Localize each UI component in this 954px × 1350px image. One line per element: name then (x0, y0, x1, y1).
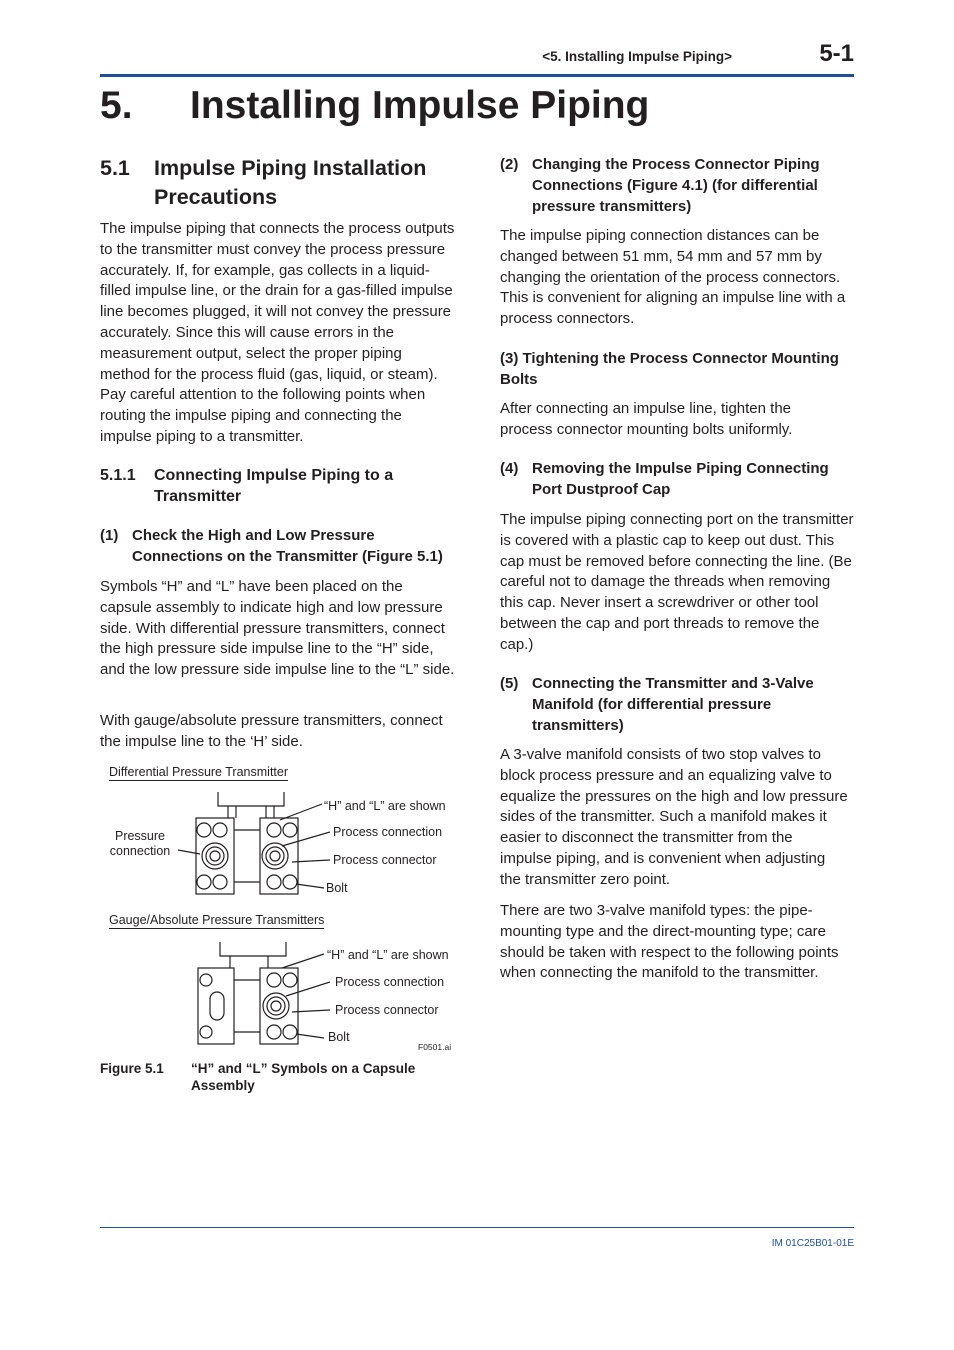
figure-pressure-connection-label: Pressure connection (109, 829, 171, 858)
figure-process-connector-label: Process connector (333, 853, 437, 867)
chapter-title (100, 84, 649, 128)
figure-bolt-label: Bolt (326, 881, 348, 895)
item-number: (2) (500, 156, 519, 173)
subsection-title: Connecting Impulse Piping to a Transmitter (154, 467, 394, 505)
item-paragraph: Symbols “H” and “L” have been placed on the capsule assembly to indicate high and low pressure side. With differential pressure transmitters, connect the high pressure side impulse line to the “H” side, and the low pressure side impulse line to the “L” side. (100, 578, 455, 679)
item-heading-2 (500, 155, 845, 217)
item-title: Check the High and Low Pressure Connections on the Transmitter (Figure 5.1) (132, 527, 443, 565)
document-id: IM 01C25B01-01E (771, 1238, 854, 1249)
chapter-title-text: Installing Impulse Piping (190, 84, 650, 127)
section-heading (100, 154, 460, 212)
figure-file-code: F0501.ai (418, 1042, 452, 1052)
footer-rule (100, 1227, 854, 1228)
gauge-capsule-diagram (190, 940, 330, 1046)
item-paragraph: There are two 3-valve manifold types: the pipe-mounting type and the direct-mounting type; care should be taken with respect to the following points when connecting the manifold to the transmitter. (500, 902, 839, 982)
item-heading-4 (500, 459, 850, 501)
item-title: Connecting the Transmitter and 3-Valve Manifold (for differential pressure transmitters) (532, 675, 814, 734)
intro-paragraph: The impulse piping that connects the process outputs to the transmitter must convey the process pressure accurately. If, for example, gas collects in a liquid-filled impulse line, or the drain for a gas-filled impulse line becomes plugged, it will not convey the pressure accurately. Since this will cause errors in the measurement output, select the proper piping method for the process fluid (gas, liquid, or steam). Pay careful attention to the following points when routing the impulse piping and connecting the impulse piping to a transmitter. (100, 220, 455, 445)
subsection-heading (100, 465, 450, 507)
item-number: (1) (100, 527, 119, 544)
figure-bolt-label-2: Bolt (328, 1030, 350, 1044)
item-heading-5 (500, 674, 840, 736)
section-number: 5.1 (100, 156, 130, 180)
figure-process-connection-label: Process connection (333, 825, 443, 839)
item-number: (4) (500, 460, 519, 477)
item-number: (3) (500, 350, 519, 367)
item-paragraph: After connecting an impulse line, tighten the process connector mounting bolts uniformly. (500, 400, 793, 438)
chapter-number: 5. (100, 84, 133, 127)
figure-caption-number: Figure 5.1 (100, 1061, 164, 1076)
header-rule (100, 74, 854, 77)
figure-hl-label-2: “H” and “L” are shown (327, 948, 449, 962)
item-heading-3 (500, 349, 856, 391)
figure-caption (100, 1060, 460, 1094)
item-title: Removing the Impulse Piping Connecting Port Dustproof Cap (532, 460, 829, 498)
item-title: Changing the Process Connector Piping Connections (Figure 4.1) (for differential pressure transmitters) (532, 156, 820, 215)
item-paragraph: With gauge/absolute pressure transmitters, connect the impulse line to the ‘H’ side. (100, 712, 443, 750)
item-paragraph: The impulse piping connection distances can be changed between 51 mm, 54 mm and 57 mm by changing the orientation of the process connectors. This is convenient for aligning an impulse line with a process connectors. (500, 227, 846, 328)
item-number: (5) (500, 675, 519, 692)
page-number: 5-1 (819, 40, 854, 67)
figure-hl-label: “H” and “L” are shown (324, 799, 446, 813)
running-header: <5. Installing Impulse Piping> (542, 49, 732, 64)
figure-process-connector-label-2: Process connector (335, 1003, 439, 1017)
figure-diff-label: Differential Pressure Transmitter (109, 765, 288, 779)
differential-capsule-diagram (170, 790, 330, 896)
figure-gauge-label: Gauge/Absolute Pressure Transmitters (109, 913, 325, 927)
item-paragraph: A 3-valve manifold consists of two stop valves to block process pressure and an equalizing valve to equalize the pressures on the high and low pressure sides of the transmitter. Such a manifold makes it easier to disconnect the transmitter from the impulse piping, and is convenient when adjusting the transmitter zero point. (500, 746, 848, 888)
item-heading-1 (100, 526, 460, 568)
item-title: Tightening the Process Connector Mounting Bolts (500, 350, 839, 388)
figure-process-connection-label-2: Process connection (335, 975, 445, 989)
section-title: Impulse Piping Installation Precautions (154, 156, 427, 209)
subsection-number: 5.1.1 (100, 467, 136, 484)
item-paragraph: The impulse piping connecting port on the transmitter is covered with a plastic cap to keep out dust. This cap must be removed before connecting the line. (Be careful not to damage the threads when removing this cap. Never insert a screwdriver or other tool between the cap and port threads to remove the cap.) (500, 511, 854, 653)
figure-caption-text: “H” and “L” Symbols on a Capsule Assembly (191, 1061, 416, 1093)
